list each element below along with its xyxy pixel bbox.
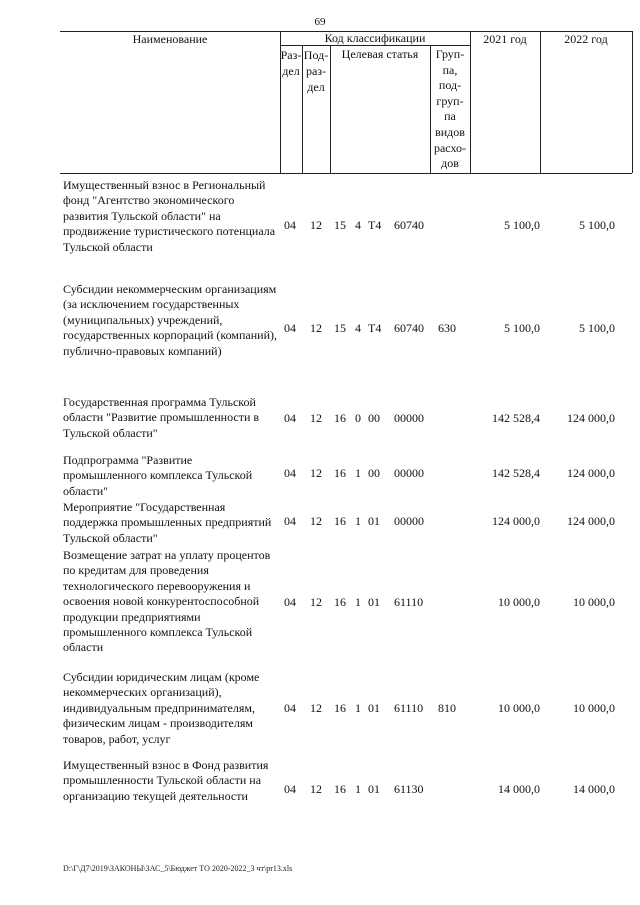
- row-name: Субсидии юридическим лицам (кроме некоммерческих организаций), индивидуальным предпринимателям, физическим лицам - производителям товаров, работ, услуг: [63, 670, 260, 746]
- row-razdel: 04: [284, 701, 296, 715]
- classification-underline: [280, 45, 470, 46]
- row-target-direction: 61110: [394, 595, 424, 609]
- row-amount-2022: 14 000,0: [573, 782, 615, 796]
- header-podrazdel: Под- раз- дел: [303, 48, 329, 94]
- row-target-direction: 00000: [394, 466, 424, 480]
- row-name: Мероприятие "Государственная поддержка промышленных предприятий Тульской области": [63, 500, 272, 545]
- row-target-direction: 00000: [394, 411, 424, 425]
- file-path-footer: D:\Г\Д7\2019\ЗАКОНЫ\ЗАС_5\Бюджет ТО 2020-2022_3 чт\pr13.xls: [63, 864, 293, 873]
- row-target-program: 16: [334, 514, 346, 528]
- row-target-direction: 60740: [394, 218, 424, 232]
- row-razdel: 04: [284, 411, 296, 425]
- row-amount-2022: 124 000,0: [567, 466, 615, 480]
- row-podrazdel: 12: [310, 218, 322, 232]
- row-target-event: 01: [368, 595, 380, 609]
- header-group: Груп- па, под- груп- па видов расхо- дов: [433, 47, 467, 171]
- row-amount-2021: 142 528,4: [492, 411, 540, 425]
- row-target-program: 16: [334, 411, 346, 425]
- row-podrazdel: 12: [310, 514, 322, 528]
- row-amount-2022: 10 000,0: [573, 701, 615, 715]
- row-target-event: 01: [368, 514, 380, 528]
- header-divider-classification: [470, 31, 471, 173]
- row-razdel: 04: [284, 514, 296, 528]
- header-classification: Код классификации: [324, 31, 426, 45]
- row-target-subprogram: 1: [355, 595, 361, 609]
- row-target-event: 01: [368, 782, 380, 796]
- row-target-event: 00: [368, 466, 380, 480]
- row-target-direction: 61110: [394, 701, 424, 715]
- row-amount-2021: 10 000,0: [498, 595, 540, 609]
- row-podrazdel: 12: [310, 782, 322, 796]
- row-expense-type: 630: [438, 321, 456, 335]
- row-name: Имущественный взнос в Региональный фонд "Агентство экономического развития Тульской области" на продвижение туристического потенциала Тульской области: [63, 178, 276, 254]
- header-divider-podrazdel: [330, 45, 331, 173]
- row-target-subprogram: 1: [355, 514, 361, 528]
- header-divider-right: [632, 31, 633, 173]
- row-target-direction: 61130: [394, 782, 424, 796]
- header-name: Наименование: [132, 32, 208, 46]
- row-podrazdel: 12: [310, 321, 322, 335]
- row-target-program: 15: [334, 218, 346, 232]
- header-bottom-border: [60, 173, 632, 174]
- row-target-event: Т4: [368, 218, 382, 232]
- row-razdel: 04: [284, 321, 296, 335]
- row-amount-2021: 124 000,0: [492, 514, 540, 528]
- row-amount-2021: 14 000,0: [498, 782, 540, 796]
- row-target-program: 16: [334, 782, 346, 796]
- row-amount-2021: 142 528,4: [492, 466, 540, 480]
- row-amount-2022: 124 000,0: [567, 514, 615, 528]
- page-number: 69: [314, 16, 326, 28]
- row-target-subprogram: 4: [355, 218, 361, 232]
- row-amount-2022: 5 100,0: [579, 321, 615, 335]
- row-target-program: 16: [334, 701, 346, 715]
- row-amount-2022: 124 000,0: [567, 411, 615, 425]
- row-razdel: 04: [284, 218, 296, 232]
- row-name: Имущественный взнос в Фонд развития промышленности Тульской области на организацию текущей деятельности: [63, 758, 269, 803]
- row-podrazdel: 12: [310, 701, 322, 715]
- row-target-direction: 60740: [394, 321, 424, 335]
- row-amount-2021: 5 100,0: [504, 321, 540, 335]
- row-podrazdel: 12: [310, 411, 322, 425]
- row-name: Субсидии некоммерческим организациям (за исключением государственных (муниципальных) учреждений, государственных корпораций (компаний), публично-правовых компаний): [63, 282, 277, 358]
- header-target: Целевая статья: [341, 47, 419, 61]
- row-target-direction: 00000: [394, 514, 424, 528]
- row-razdel: 04: [284, 782, 296, 796]
- row-target-event: Т4: [368, 321, 382, 335]
- row-podrazdel: 12: [310, 595, 322, 609]
- header-year-2022: 2022 год: [564, 32, 608, 46]
- row-amount-2022: 5 100,0: [579, 218, 615, 232]
- row-target-subprogram: 4: [355, 321, 361, 335]
- row-target-program: 16: [334, 466, 346, 480]
- row-target-subprogram: 0: [355, 411, 361, 425]
- header-razdel: Раз- дел: [280, 48, 302, 78]
- row-razdel: 04: [284, 466, 296, 480]
- header-divider-year1: [540, 31, 541, 173]
- row-target-program: 15: [334, 321, 346, 335]
- row-razdel: 04: [284, 595, 296, 609]
- row-amount-2021: 10 000,0: [498, 701, 540, 715]
- row-target-subprogram: 1: [355, 466, 361, 480]
- row-amount-2021: 5 100,0: [504, 218, 540, 232]
- row-target-subprogram: 1: [355, 782, 361, 796]
- row-amount-2022: 10 000,0: [573, 595, 615, 609]
- row-target-event: 00: [368, 411, 380, 425]
- row-name: Государственная программа Тульской области "Развитие промышленности в Тульской области": [63, 395, 260, 440]
- row-expense-type: 810: [438, 701, 456, 715]
- row-podrazdel: 12: [310, 466, 322, 480]
- row-name: Возмещение затрат на уплату процентов по кредитам для проведения технологического перевооружения и освоения новой конкурентоспособной продукции предприятиями промышленного комплекса Тульской области: [63, 548, 271, 655]
- row-target-program: 16: [334, 595, 346, 609]
- row-target-subprogram: 1: [355, 701, 361, 715]
- header-year-2021: 2021 год: [483, 32, 527, 46]
- row-target-event: 01: [368, 701, 380, 715]
- row-name: Подпрограмма "Развитие промышленного комплекса Тульской области": [63, 453, 253, 498]
